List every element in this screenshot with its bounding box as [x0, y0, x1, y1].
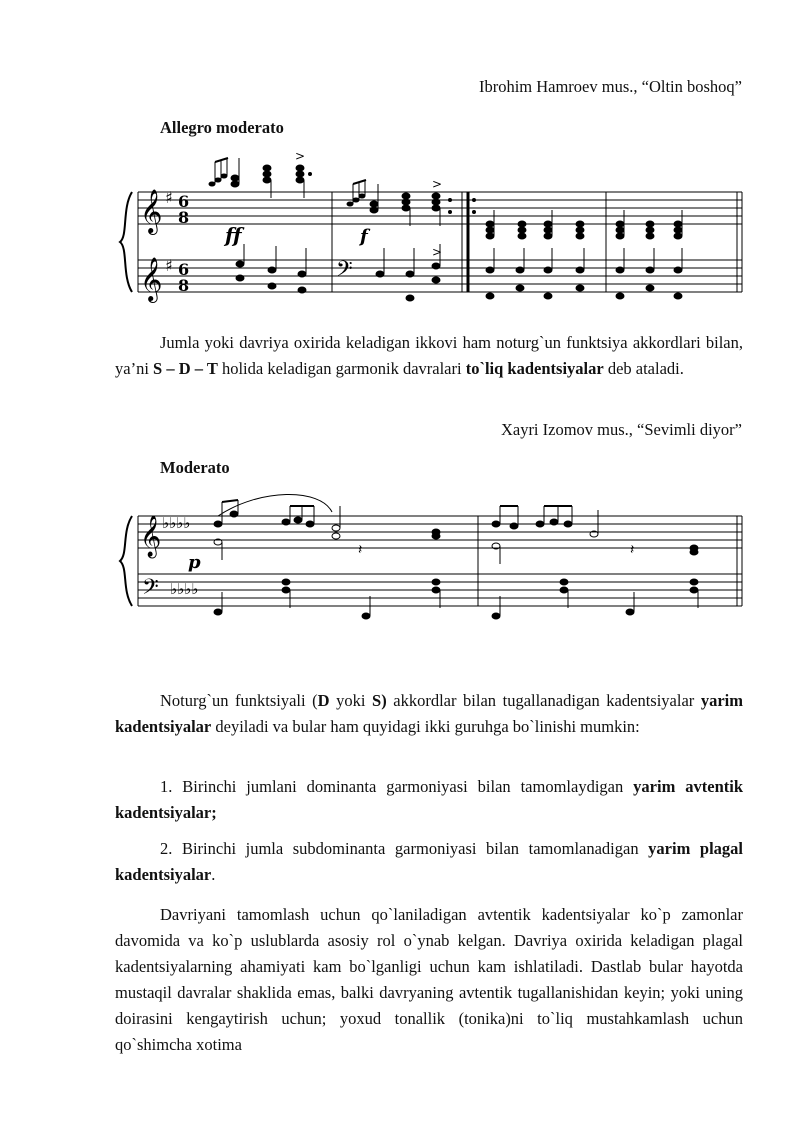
paragraph-half-cadence: [115, 688, 743, 740]
time-sig-top: 6: [178, 260, 190, 279]
time-sig-bottom: 8: [178, 276, 190, 295]
text-segment: deyiladi va bular ham quyidagi ikki guruhga bo`linishi mumkin:: [211, 717, 640, 736]
sharp-icon: ♯: [165, 188, 173, 207]
example2-caption: Xayri Izomov mus., “Sevimli diyor”: [500, 420, 742, 439]
accent-icon: >: [432, 177, 443, 191]
bold-segment: S – D – T: [153, 359, 218, 378]
text-segment: Jumla yoki davriya oxirida keladigan ikkovi ham noturg`un funktsiya akkordlari bilan, ya’ni: [115, 333, 743, 378]
text-segment: Noturg`un funktsiyali (: [160, 691, 318, 710]
list-item: [115, 774, 743, 826]
rest-icon: 𝄽: [358, 542, 363, 558]
treble-clef-icon: 𝄞: [140, 189, 163, 233]
bold-segment: D: [317, 691, 330, 710]
dynamic-ff: ff: [225, 223, 242, 247]
bass-clef-icon: 𝄢: [142, 575, 159, 605]
text-segment: deb ataladi.: [603, 359, 684, 378]
bass-clef-icon: 𝄢: [336, 257, 353, 287]
accent-icon: >: [432, 245, 443, 259]
rest-icon: 𝄽: [630, 542, 635, 558]
bold-term: yarim plagal kadentsiyalar: [115, 839, 743, 884]
example2-tempo: Moderato: [160, 458, 230, 477]
time-sig-bottom: 8: [178, 208, 190, 227]
example1-tempo: Allegro moderato: [160, 118, 284, 137]
text-segment: .: [211, 865, 216, 884]
text-segment: yoki: [329, 691, 373, 710]
treble-clef-icon: 𝄞: [140, 257, 163, 301]
example1-caption: Ibrohim Hamroev mus., “Oltin boshoq”: [478, 77, 742, 96]
bold-segment: S): [372, 691, 387, 710]
paragraph-full-cadence: [115, 330, 743, 382]
bold-term: to`liq kadentsiyalar: [465, 359, 604, 378]
treble-clef-icon: 𝄞: [140, 516, 162, 557]
bold-term: yarim kadentsiyalar: [115, 691, 743, 736]
accent-icon: >: [295, 149, 306, 163]
text-segment: Davriyani tamomlash uchun qo`laniladigan avtentik kadentsiyalar ko`p zamonlar davomida va ko`p uslublarda asosiy rol o`ynab kelgan. Davriya oxirida keladigan plagal kadentsiyalarning ahamiyati kam bo`lganligi uchun kam ishlatiladi. Dastlab bular hayotda mustaqil davralar shaklida emas, balki davryaning avtentik tugallanishidan keyin; yoki uning doirasini kengaytirish uchun; yoxud tonallik (tonika)ni to`liq mustahkamlash uchun qo`shimcha xotima: [115, 905, 743, 1054]
text-segment: akkordlar bilan tugallanadigan kadentsiyalar: [386, 691, 701, 710]
dynamic-p: p: [188, 552, 201, 573]
flat-icon: ♭♭♭♭: [170, 580, 199, 598]
text-segment: 1. Birinchi jumlani dominanta garmoniyasi bilan tamomlaydigan: [160, 777, 634, 796]
time-sig-top: 6: [178, 192, 190, 211]
score-example2: [110, 488, 750, 638]
sharp-icon: ♯: [165, 256, 173, 275]
bold-term: yarim avtentik kadentsiyalar;: [115, 777, 743, 822]
score-example1: [110, 148, 750, 308]
flat-icon: ♭♭♭♭: [162, 514, 191, 532]
list-item: [115, 836, 743, 888]
dynamic-f: f: [360, 226, 368, 247]
text-segment: 2. Birinchi jumla subdominanta garmoniyasi bilan tamomlanadigan: [160, 839, 649, 858]
paragraph-authentic-cadences: [115, 902, 743, 1058]
text-segment: holida keladigan garmonik davralari: [217, 359, 466, 378]
